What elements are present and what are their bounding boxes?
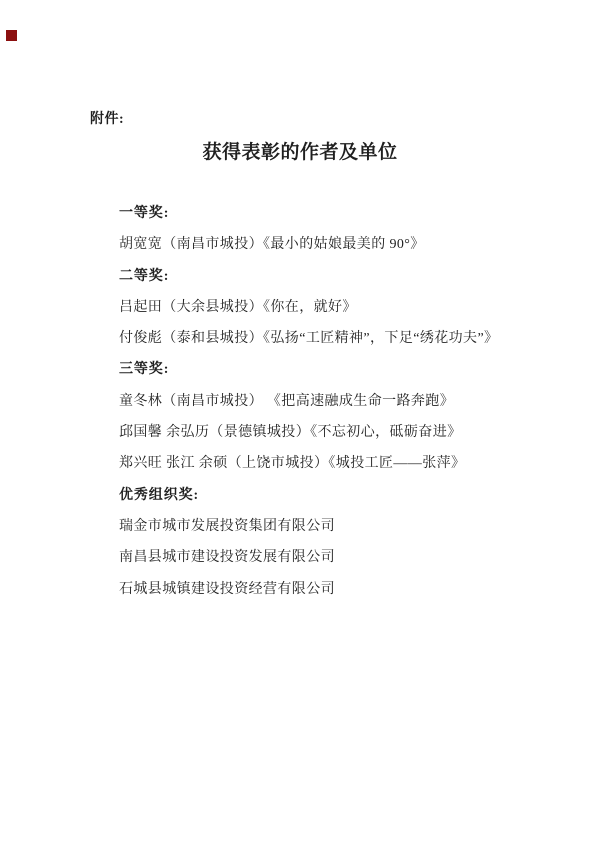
section-heading-organization-award: 优秀组织奖: — [119, 487, 200, 503]
award-entry: 邱国馨 余弘历（景德镇城投）《不忘初心，砥砺奋进》 — [119, 425, 462, 441]
section-heading-first-prize: 一等奖: — [119, 206, 170, 221]
page-title: 获得表彰的作者及单位 — [202, 142, 398, 163]
award-entry: 吕起田（大余县城投）《你在，就好》 — [119, 299, 357, 315]
award-entry: 南昌县城市建设投资发展有限公司 — [119, 550, 335, 566]
award-entry: 童冬林（南昌市城投） 《把高速融成生命一路奔跑》 — [119, 393, 455, 409]
section-heading-second-prize: 二等奖: — [119, 268, 170, 284]
award-entry: 石城县城镇建设投资经营有限公司 — [119, 581, 335, 597]
award-entry: 付俊彪（泰和县城投）《弘扬“工匠精神”，下足“绣花功夫”》 — [119, 331, 499, 347]
section-heading-third-prize: 三等奖: — [119, 362, 170, 378]
award-entry: 郑兴旺 张江 余硕（上饶市城投）《城投工匠——张萍》 — [119, 456, 466, 472]
award-entry: 瑞金市城市发展投资集团有限公司 — [119, 518, 335, 534]
award-list — [119, 198, 570, 605]
award-entry: 胡宽宽（南昌市城投）《最小的姑娘最美的 90°》 — [119, 237, 425, 253]
red-corner-marker — [6, 30, 17, 41]
attachment-label: 附件: — [90, 112, 125, 127]
